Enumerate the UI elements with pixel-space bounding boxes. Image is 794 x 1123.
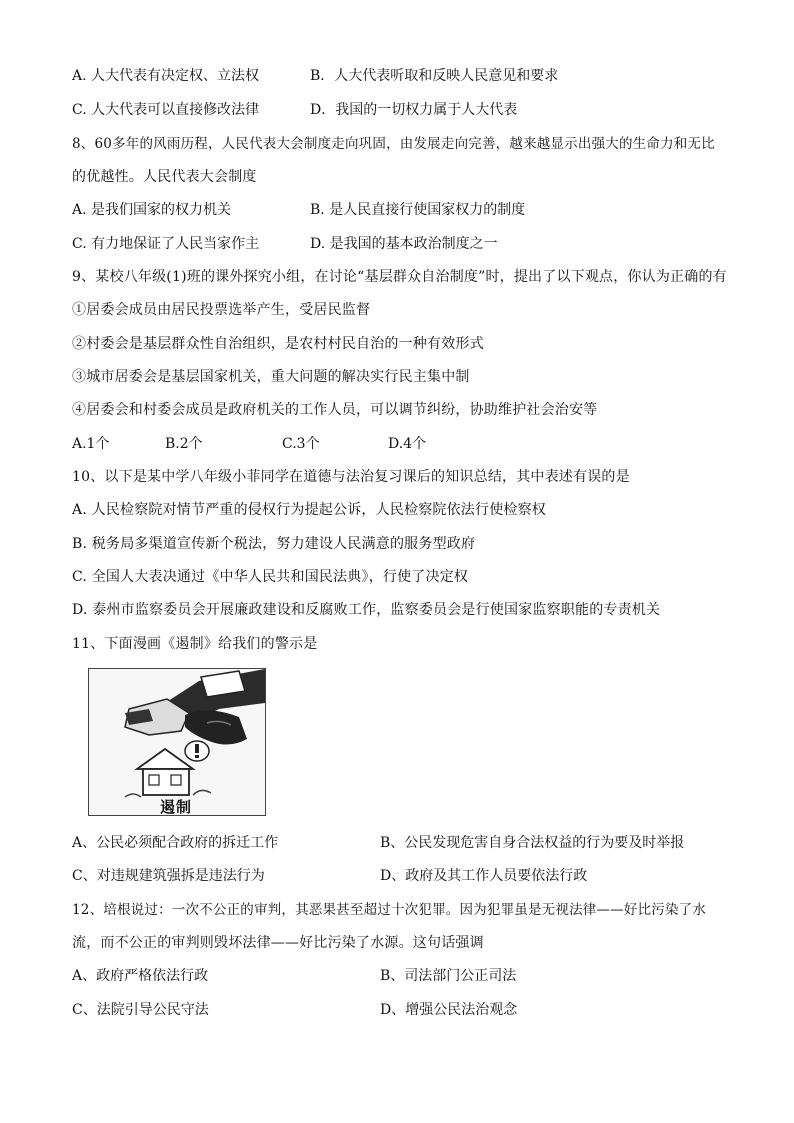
- q8-stem-line2: 的优越性。人民代表大会制度: [72, 169, 257, 185]
- q9-option-c: C.3个: [282, 436, 320, 452]
- exclamation-mark: [195, 744, 199, 753]
- q9-stem: 9、某校八年级(1)班的课外探究小组，在讨论“基层群众自治制度”时，提出了以下观点，你认为正确的有: [72, 269, 727, 285]
- q8-option-b: B. 是人民直接行使国家权力的制度: [310, 202, 526, 218]
- q7-option-a: A. 人大代表有决定权、立法权: [72, 68, 260, 84]
- house-body: [143, 769, 189, 795]
- q12-option-d: D、增强公民法治观念: [380, 1002, 518, 1018]
- q9-option-a: A.1个: [72, 436, 110, 452]
- q7-option-c: C. 人大代表可以直接修改法律: [72, 102, 260, 118]
- restraining-hand: [185, 710, 247, 744]
- q9-statement-2: ②村委会是基层群众性自治组织，是农村村民自治的一种有效形式: [72, 336, 484, 352]
- q9-option-d: D.4个: [388, 436, 427, 452]
- q9-statement-3: ③城市居委会是基层国家机关，重大问题的解决实行民主集中制: [72, 369, 470, 385]
- q10-stem: 10、以下是某中学八年级小菲同学在道德与法治复习课后的知识总结，其中表述有误的是: [72, 469, 630, 485]
- q8-option-a: A. 是我们国家的权力机关: [72, 202, 232, 218]
- q11-option-c: C、对违规建筑强拆是违法行为: [72, 868, 265, 884]
- q12-stem-line1: 12、培根说过：一次不公正的审判，其恶果甚至超过十次犯罪。因为犯罪虽是无视法律——好比污染了水: [72, 902, 707, 918]
- q11-option-d: D、政府及其工作人员要依法行政: [380, 868, 588, 884]
- q8-stem-line1: 8、60多年的风雨历程，人民代表大会制度走向巩固，由发展走向完善，越来越显示出强大的生命力和无比: [72, 136, 715, 152]
- q8-option-d: D. 是我国的基本政治制度之一: [310, 236, 498, 252]
- q7-option-d: D．我国的一切权力属于人大代表: [310, 102, 518, 118]
- q9-option-b: B.2个: [165, 436, 203, 452]
- q9-statement-4: ④居委会和村委会成员是政府机关的工作人员，可以调节纠纷，协助维护社会治安等: [72, 402, 598, 418]
- q10-option-c: C. 全国人大表决通过《中华人民共和国民法典》，行使了决定权: [72, 569, 469, 585]
- q11-stem: 11、下面漫画《遏制》给我们的警示是: [72, 636, 318, 652]
- q11-option-b: B、公民发现危害自身合法权益的行为要及时举报: [380, 835, 685, 851]
- cartoon-drawing: [89, 669, 265, 815]
- q7-option-b: B．人大代表听取和反映人民意见和要求: [310, 68, 559, 84]
- cartoon-image: [88, 668, 266, 816]
- q12-stem-line2: 流，而不公正的审判则毁坏法律——好比污染了水源。这句话强调: [72, 935, 484, 951]
- q10-option-b: B. 税务局多渠道宣传新个税法，努力建设人民满意的服务型政府: [72, 536, 476, 552]
- q12-option-a: A、政府严格依法行政: [72, 968, 209, 984]
- q10-option-d: D. 泰州市监察委员会开展廉政建设和反腐败工作，监察委员会是行使国家监察职能的专责机关: [72, 602, 661, 618]
- cartoon-caption: 遏制: [160, 798, 193, 816]
- exclamation-dot: [195, 755, 199, 758]
- q9-statement-1: ①居委会成员由居民投票选举产生，受居民监督: [72, 302, 371, 318]
- q10-option-a: A. 人民检察院对情节严重的侵权行为提起公诉，人民检察院依法行使检察权: [72, 502, 547, 518]
- q12-option-c: C、法院引导公民守法: [72, 1002, 209, 1018]
- q11-option-a: A、公民必须配合政府的拆迁工作: [72, 835, 279, 851]
- q8-option-c: C. 有力地保证了人民当家作主: [72, 236, 260, 252]
- q12-option-b: B、司法部门公正司法: [380, 968, 517, 984]
